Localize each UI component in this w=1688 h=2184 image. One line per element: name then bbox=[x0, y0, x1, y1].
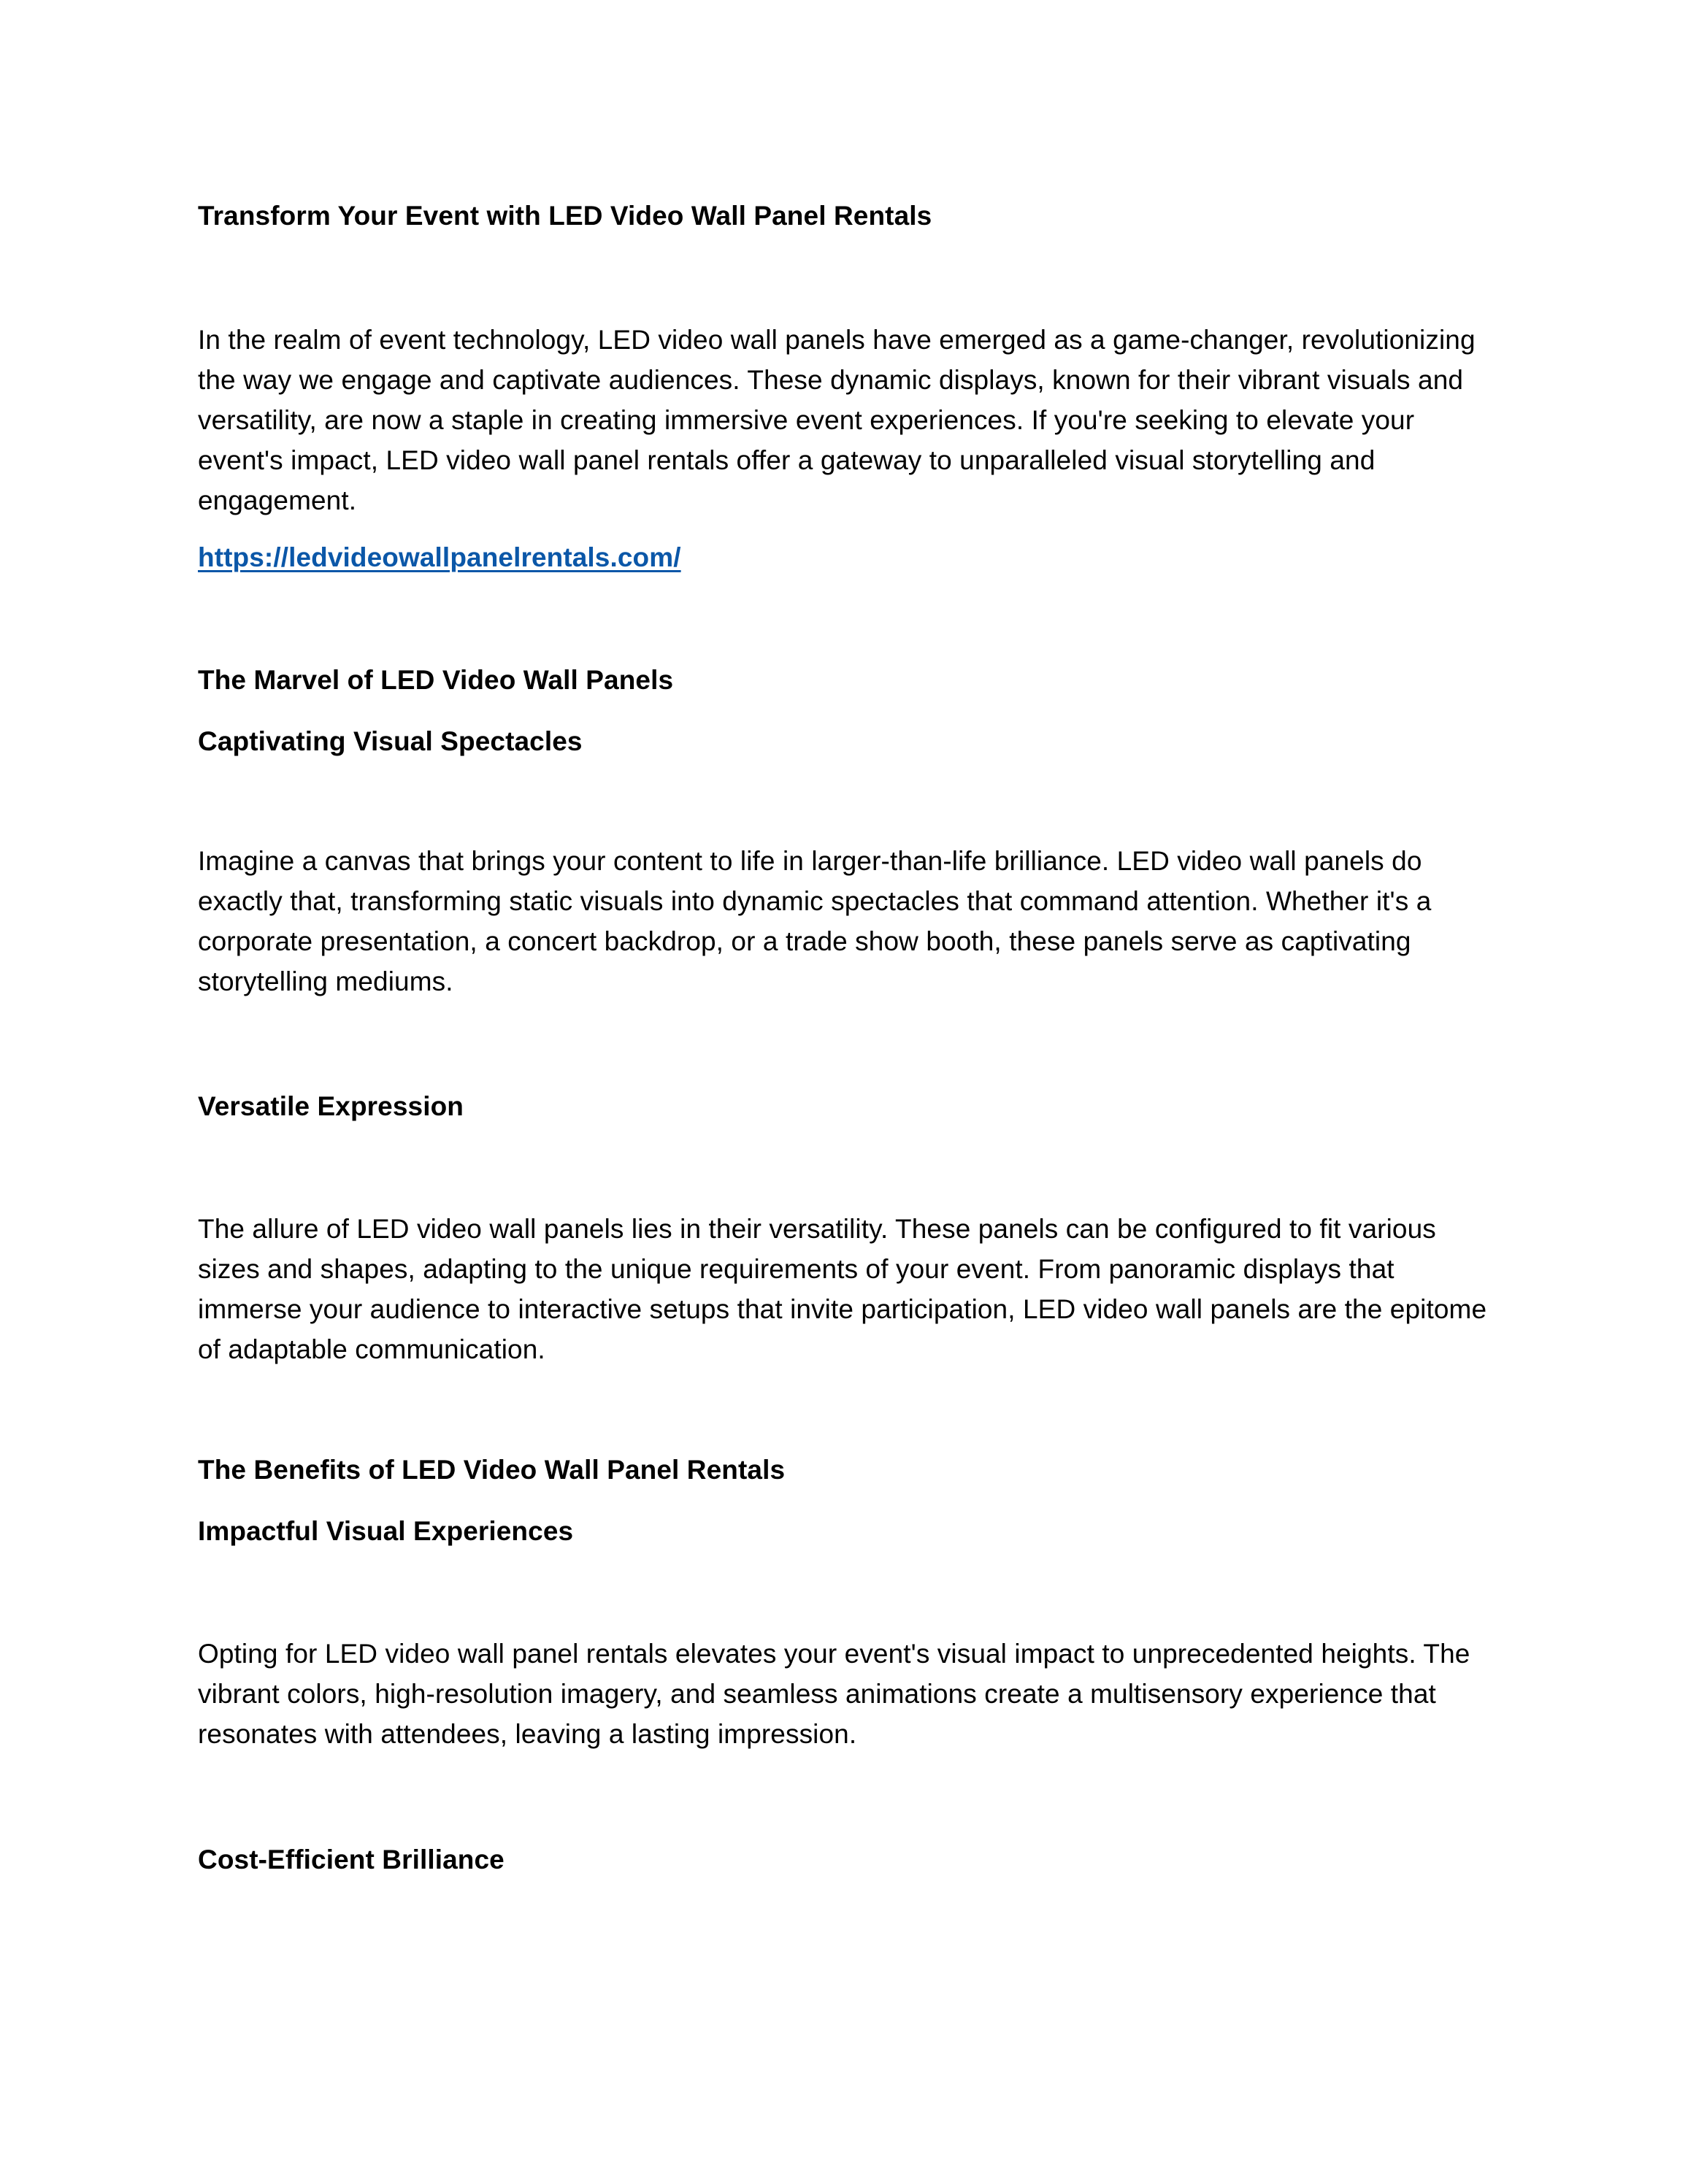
paragraph-impactful-visual-experiences: Opting for LED video wall panel rentals elevates your event's visual impact to unprecedented heights. The vibrant colors, high-resolution imagery, and seamless animations create a multisensory experience that resonates with attendees, leaving a lasting impression. bbox=[198, 1639, 1470, 1749]
section-heading-marvel: The Marvel of LED Video Wall Panels bbox=[198, 665, 674, 695]
paragraph-versatile-expression: The allure of LED video wall panels lies in their versatility. These panels can be configured to fit various sizes and shapes, adapting to the unique requirements of your event. From panoramic displays that immerse your audience to interactive setups that invite participation, LED video wall panels are the epitome of adaptable communication. bbox=[198, 1214, 1487, 1364]
subheading-cost-efficient-brilliance: Cost-Efficient Brilliance bbox=[198, 1845, 505, 1875]
subheading-impactful-visual-experiences: Impactful Visual Experiences bbox=[198, 1516, 574, 1546]
website-link[interactable]: https://ledvideowallpanelrentals.com/ bbox=[198, 542, 681, 572]
document-title: Transform Your Event with LED Video Wall Panel Rentals bbox=[198, 201, 932, 231]
subheading-versatile-expression: Versatile Expression bbox=[198, 1091, 464, 1121]
link-line bbox=[198, 537, 1505, 577]
section-heading-benefits: The Benefits of LED Video Wall Panel Rentals bbox=[198, 1455, 786, 1485]
subheading-captivating-visual-spectacles: Captivating Visual Spectacles bbox=[198, 726, 583, 756]
paragraph-captivating-visual-spectacles: Imagine a canvas that brings your content to life in larger-than-life brilliance. LED video wall panels do exactly that, transforming static visuals into dynamic spectacles that command attention. Whether it's a corporate presentation, a concert backdrop, or a trade show booth, these panels serve as captivating storytelling mediums. bbox=[198, 846, 1432, 996]
intro-paragraph: In the realm of event technology, LED video wall panels have emerged as a game-changer, revolutionizing the way we engage and captivate audiences. These dynamic displays, known for their vibrant visuals and versatility, are now a staple in creating immersive event experiences. If you're seeking to elevate your event's impact, LED video wall panel rentals offer a gateway to unparalleled visual storytelling and engagement. bbox=[198, 325, 1476, 515]
